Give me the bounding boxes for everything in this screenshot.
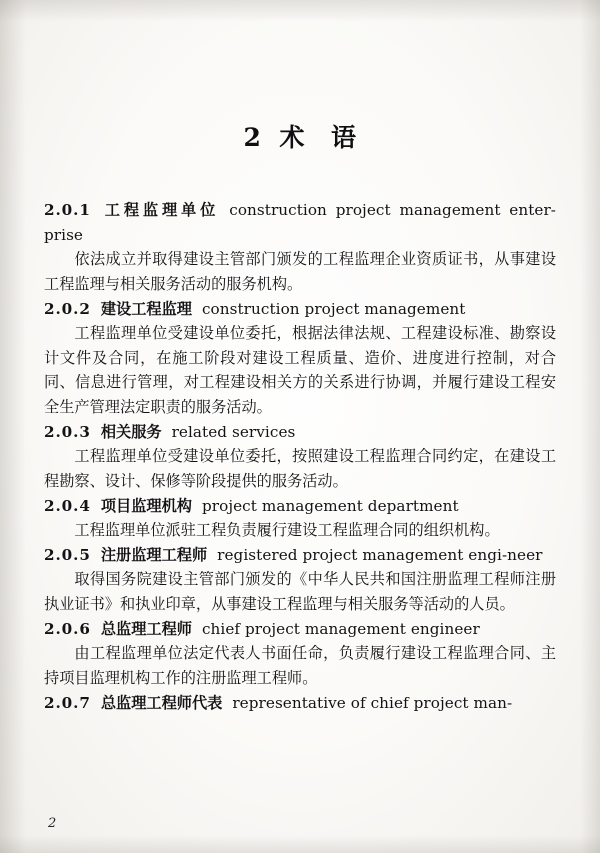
- term-entry: [44, 691, 556, 716]
- term-index: 2.0.2: [44, 299, 91, 318]
- term-definition: 取得国务院建设主管部门颁发的《中华人民共和国注册监理工程师注册执业证书》和执业印章，从事建设工程监理与相关服务等活动的人员。: [44, 570, 556, 613]
- term-index: 2.0.4: [44, 496, 91, 515]
- term-definition: 工程监理单位派驻工程负责履行建设工程监理合同的组织机构。: [74, 521, 500, 540]
- page-edge-shadow-right: [580, 0, 600, 853]
- term-entry: [44, 297, 556, 420]
- term-index: 2.0.1: [44, 201, 91, 219]
- term-index: 2.0.3: [44, 422, 91, 441]
- term-english: project management department: [201, 496, 459, 515]
- term-definition: 工程监理单位受建设单位委托，根据法律法规、工程建设标准、勘察设计文件及合同，在施工阶段对建设工程质量、造价、进度进行控制，对合同、信息进行管理，对工程建设相关方的关系进行协调，并履行建设工程安全生产管理法定职责的服务活动。: [44, 324, 556, 416]
- page-number: 2: [48, 816, 57, 831]
- term-entry: [44, 543, 556, 617]
- term-entry: [44, 198, 556, 297]
- term-english: representative of chief project man-: [232, 693, 513, 712]
- chapter-title-char-2: 语: [330, 123, 357, 152]
- term-index: 2.0.5: [44, 545, 91, 564]
- page-edge-shadow-left: [0, 0, 26, 853]
- chapter-heading: [44, 0, 556, 154]
- chapter-number: 2: [243, 123, 262, 152]
- term-index: 2.0.7: [44, 693, 91, 712]
- term-name: 注册监理工程师: [100, 545, 208, 564]
- term-definition: 由工程监理单位法定代表人书面任命，负责履行建设工程监理合同、主持项目监理机构工作的注册监理工程师。: [44, 644, 556, 687]
- term-name: 工程监理单位: [100, 201, 220, 219]
- term-entry: [44, 494, 556, 543]
- term-name: 总监理工程师: [100, 619, 192, 638]
- term-english: construction project management: [201, 299, 466, 318]
- term-entry: [44, 420, 556, 494]
- term-english: chief project management engineer: [201, 619, 480, 638]
- term-english: registered project management engi-neer: [217, 545, 543, 564]
- term-english: construction project management enter-prise: [44, 201, 557, 244]
- term-name: 项目监理机构: [100, 496, 192, 515]
- term-definition: 依法成立并取得建设主管部门颁发的工程监理企业资质证书，从事建设工程监理与相关服务活动的服务机构。: [44, 250, 556, 293]
- term-name: 总监理工程师代表: [100, 693, 223, 712]
- term-definition-list: [44, 198, 556, 715]
- chapter-title-char-1: 术: [279, 123, 305, 152]
- page-edge-shadow-bottom: [0, 835, 600, 853]
- term-definition: 工程监理单位受建设单位委托，按照建设工程监理合同约定，在建设工程勘察、设计、保修等阶段提供的服务活动。: [44, 447, 556, 490]
- term-entry: [44, 617, 556, 691]
- term-name: 建设工程监理: [100, 299, 192, 318]
- term-english: related services: [171, 422, 296, 441]
- term-index: 2.0.6: [44, 619, 91, 638]
- term-name: 相关服务: [100, 422, 162, 441]
